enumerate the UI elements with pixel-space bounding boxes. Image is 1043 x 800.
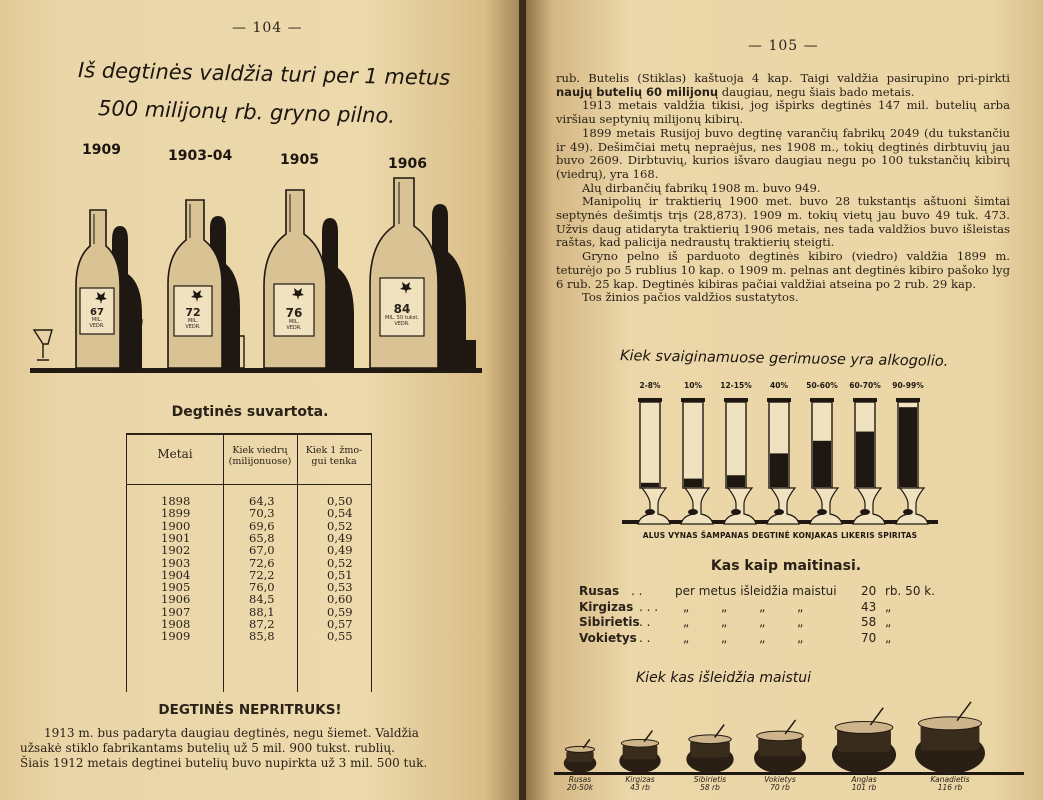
bottle-label-1903	[174, 308, 212, 330]
right-page	[526, 0, 1043, 800]
table-cell-buckets: 84,5	[249, 592, 275, 607]
table-cell-buckets: 65,8	[249, 530, 275, 545]
pot-label	[750, 776, 810, 792]
glass-alcohol-fill	[641, 483, 659, 487]
alcohol-glasses-illustration	[622, 376, 942, 546]
table-header-rule	[127, 484, 371, 485]
bottles-drawing	[28, 140, 488, 398]
poster-title-line2: 500 milijonų rb. gryno pilno.	[97, 96, 396, 128]
table-cell-buckets: 88,1	[249, 604, 275, 619]
food-pot-anglas	[832, 708, 896, 774]
table-header-year: Metai	[157, 447, 193, 461]
poster-title-line1: Iš degtinės valdžia turi per 1 metus	[77, 58, 451, 90]
food-country: Rusas	[579, 584, 620, 598]
food-country: Sibirietis	[579, 615, 640, 629]
glass-vynas	[681, 381, 713, 524]
bottle-label-unit: MIL.	[187, 318, 199, 324]
food-dots: . .	[631, 584, 643, 598]
table-cell-year: 1905	[161, 580, 191, 595]
table-cell-buckets: 70,3	[249, 506, 275, 521]
bottle-label-unit2: VEDR.	[185, 324, 201, 330]
glass-names-row	[643, 531, 917, 540]
bottle-label-unit: MIL. 50 tukst.	[385, 315, 419, 321]
table-cell-per-person: 0,49	[327, 530, 353, 545]
paragraph: Manipolių ir traktierių 1900 met. buvo 28 tukstantįs aštuoni šimtai septynės dešimtįs trįs (28,873). 1909 m. tokių vietų jau buvo 49 tuk. 473. Užvis daug atidaryta traktierių 1906 metais, nes tada valdžios buvo išleistas raštas, kad palicija nedraustų traktierių steigti.	[556, 194, 1010, 250]
bottle-year-1903: 1903-04	[168, 148, 233, 164]
table-cell-buckets: 72,2	[249, 567, 275, 582]
food-amount: 70	[861, 630, 877, 645]
food-amount: 58	[861, 615, 877, 629]
right-body-text	[556, 72, 1010, 305]
glass-percent-label: 40%	[770, 381, 788, 390]
bottle-year-1905: 1905	[280, 152, 319, 168]
table-cell-per-person: 0,53	[327, 580, 353, 595]
pots-title: Kiek kas išleidžia maistui	[636, 670, 812, 686]
table-header-buckets: Kiek viedrų (milijonuose)	[228, 445, 292, 467]
bottle-label-unit2: VEDR.	[89, 323, 105, 329]
table-cell-buckets: 85,8	[249, 629, 275, 644]
table-cell-year: 1904	[161, 567, 191, 582]
glass-name-label: ŠAMPANAS	[697, 531, 750, 540]
bottle-label-number: 67	[90, 307, 104, 318]
pot-label-amount: 70 rb	[770, 783, 790, 792]
glasses-title: Kiek svaiginamuose gerimuose yra alkogolio.	[619, 348, 949, 370]
table-cell-year: 1903	[161, 555, 191, 570]
bottle-label-number: 84	[393, 302, 411, 316]
table-title: Degtinės suvartota.	[171, 404, 329, 420]
table-cell-year: 1901	[161, 530, 191, 545]
glass-name-label: VYNAS	[665, 531, 698, 540]
table-cell-buckets: 69,6	[249, 518, 275, 533]
pot-label	[610, 776, 670, 792]
bottle-year-1906: 1906	[388, 156, 427, 172]
table-cell-year: 1907	[161, 604, 191, 619]
food-title: Kas kaip maitinasi.	[710, 558, 862, 574]
pot-label-name: Rusas	[568, 775, 592, 784]
table-cell-per-person: 0,50	[327, 494, 353, 508]
table-cell-buckets: 76,0	[249, 580, 275, 595]
food-description: „ „ „ „	[683, 630, 818, 645]
table-divider	[223, 435, 224, 692]
table-cell-per-person: 0,54	[327, 506, 353, 521]
bottle-year-1909: 1909	[82, 142, 121, 158]
paragraph-bold: naujų butelių 60 milijonų	[556, 84, 719, 99]
table-cell-per-person: 0,49	[327, 543, 353, 558]
paragraph: Tos žinios pačios valdžios sustatytos.	[582, 290, 799, 305]
pot-label-amount: 58 rb	[700, 783, 720, 792]
glass-percent-label: 2-8%	[639, 381, 661, 390]
glass-alcohol-fill	[899, 407, 917, 487]
pot-label	[550, 776, 610, 792]
glass-percent-label: 10%	[684, 381, 702, 390]
bottle-label-number: 76	[285, 306, 303, 320]
table-cell-year: 1899	[161, 506, 191, 521]
table-cell-year: 1906	[161, 592, 191, 607]
food-pot-sibirietis	[686, 725, 733, 773]
food-dots: . .	[639, 630, 651, 645]
paragraph: 1899 metais Rusijoj buvo degtinę varančių fabrikų 2049 (du tukstančiu ir 49). Dešimčiai metų nepraėjus, nes 1908 m., tokių degtinės dirbtuvių jau buvo 2609. Dirbtuvių, kurios išvaro daugiau negu po 100 tukstančių kibirų (viedrų), yra 168.	[556, 125, 1010, 181]
pot-label-name: Vokietys	[764, 775, 796, 784]
table-cell-buckets: 87,2	[249, 617, 275, 631]
pot-label-name: Kanadietis	[930, 775, 970, 784]
pot-label-amount: 101 rb	[851, 783, 877, 792]
table-header-per-person: Kiek 1 žmo-gui tenka	[305, 445, 363, 467]
glass-alcohol-fill	[727, 475, 745, 487]
table-cell-buckets: 67,0	[249, 543, 275, 558]
page-number-right: — 105 —	[748, 38, 819, 54]
bottle-label-unit2: VEDR.	[286, 325, 302, 331]
food-unit: „	[885, 630, 892, 645]
table-cell-year: 1909	[161, 629, 191, 644]
pot-label-name: Anglas	[851, 775, 877, 784]
glass-percent-label: 60-70%	[849, 381, 881, 390]
paragraph-line: užsakė stiklo fabrikantams butelių už 5 mil. 900 tukst. rublių.	[20, 741, 395, 755]
glass-percent-label: 90-99%	[892, 381, 924, 390]
food-description: per metus išleidžia maistui	[675, 584, 837, 598]
table-divider	[297, 435, 298, 692]
table-cell-per-person: 0,59	[327, 604, 353, 619]
pot-label-name: Sibirietis	[693, 775, 727, 784]
pot-label-name: Kirgizas	[625, 775, 655, 784]
left-paragraph	[20, 726, 476, 771]
bottle-label-1906	[380, 304, 424, 327]
glass-percent-label: 12-15%	[720, 381, 752, 390]
glass-name-label: KONJAKAS	[789, 531, 839, 540]
pot-label-amount: 116 rb	[937, 783, 963, 792]
table-cell-per-person: 0,52	[327, 518, 353, 533]
pot-label-amount: 20-50k	[566, 783, 594, 792]
table-cell-buckets: 72,6	[249, 555, 275, 570]
food-description: „ „ „ „	[683, 599, 818, 614]
glass-spiritas	[892, 381, 928, 524]
bottles-illustration	[28, 140, 488, 398]
pot-label-amount: 43 rb	[630, 783, 650, 792]
glass-likeris	[849, 381, 885, 524]
food-dots: . .	[639, 615, 651, 629]
food-unit: „	[885, 615, 892, 629]
glass-percent-label: 50-60%	[806, 381, 838, 390]
glass-degtinė	[767, 381, 799, 524]
table-cell-buckets: 64,3	[249, 494, 275, 508]
pot-label	[920, 776, 980, 792]
glass-name-label: LIKERIS	[838, 531, 875, 540]
food-pot-kanadietis	[915, 702, 985, 774]
food-pot-kirgizas	[619, 731, 660, 773]
glass-alcohol-fill	[813, 441, 831, 487]
glass-konjakas	[806, 381, 842, 524]
food-country: Kirgizas	[579, 599, 634, 614]
paragraph	[556, 72, 1010, 99]
food-unit: rb. 50 k.	[885, 584, 936, 598]
glass-alcohol-fill	[684, 479, 702, 487]
food-pot-rusas	[564, 739, 597, 772]
glass-šampanas	[720, 381, 756, 524]
bottle-label-1905	[274, 308, 314, 331]
table-cell-per-person: 0,52	[327, 555, 353, 570]
pot-label	[834, 776, 894, 792]
paragraph-line: Šiais 1912 metais degtinei butelių buvo nupirkta už 3 mil. 500 tuk.	[20, 756, 428, 770]
paragraph-text: rub. Butelis (Stiklas) kaštuoja 4 kap. Taigi valdžia pasirupino pri-pirkti	[556, 71, 1010, 85]
food-amount: 43	[861, 599, 877, 614]
food-dots: . . .	[639, 599, 659, 614]
glass-name-label: DEGTINĖ	[749, 531, 790, 540]
food-amount: 20	[861, 584, 877, 598]
table-cell-per-person: 0,51	[327, 567, 353, 582]
table-cell-year: 1908	[161, 617, 191, 631]
glass-alcohol-fill	[770, 453, 788, 487]
table-cell-year: 1900	[161, 518, 191, 533]
bottle-label-1909	[80, 308, 114, 329]
food-description: „ „ „ „	[683, 615, 818, 629]
consumption-table	[126, 433, 372, 692]
paragraph: 1913 metais valdžia tikisi, jog išpirks degtinės 147 mil. butelių arba viršiau septynių milijonų kibirų.	[556, 98, 1010, 127]
pot-label	[680, 776, 740, 792]
bottle-label-unit: MIL.	[288, 319, 300, 325]
paragraph: Alų dirbančių fabrikų 1908 m. buvo 949.	[582, 180, 821, 195]
glass-name-label: ALUS	[642, 531, 666, 540]
glass-alus	[638, 381, 670, 524]
table-cell-year: 1898	[161, 494, 191, 508]
table-cell-per-person: 0,55	[327, 629, 353, 644]
table-cell-per-person: 0,60	[327, 592, 353, 607]
food-country: Vokietys	[579, 630, 637, 645]
glass-alcohol-fill	[856, 432, 874, 487]
paragraph-line: 1913 m. bus padaryta daugiau degtinės, negu šiemet. Valdžia	[44, 726, 419, 740]
section-title: DEGTINĖS NEPRITRUKS!	[158, 702, 342, 718]
paragraph-text: daugiau, negu šiais bado metais.	[718, 84, 915, 99]
glass-name-label: SPIRITAS	[874, 531, 918, 540]
bottle-label-number: 72	[185, 306, 201, 319]
food-pot-vokietys	[754, 720, 806, 773]
bottle-label-unit2: VEDR.	[394, 321, 410, 327]
page-number-left: — 104 —	[232, 20, 303, 36]
table-cell-per-person: 0,57	[327, 617, 353, 631]
food-unit: „	[885, 599, 892, 614]
bottle-label-unit: MIL.	[91, 317, 103, 323]
paragraph: Gryno pelno iš parduoto degtinės kibiro (viedro) valdžia 1899 m. teturėjo po 5 rublius 10 kap. o 1909 m. pelnas ant degtinės kibiro pašoko lyg 6 rub. 25 kap. Degtinės kibiras pačiai valdžiai atseina po 2 rub. 29 kap.	[556, 249, 1010, 291]
table-cell-year: 1902	[161, 543, 191, 558]
